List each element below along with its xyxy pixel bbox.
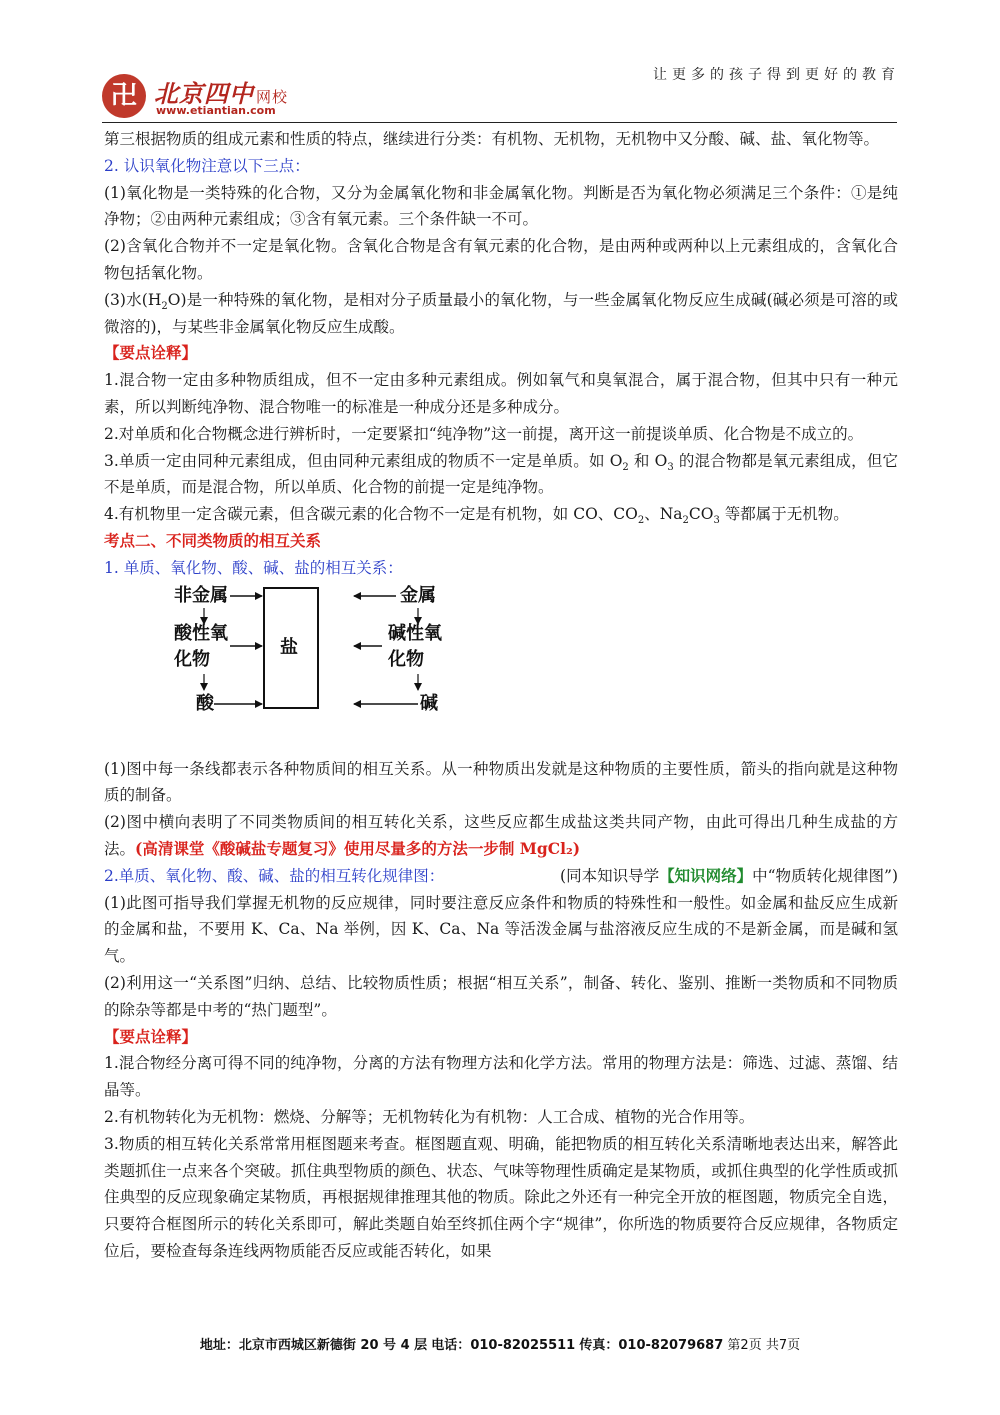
- footer-address-label: 地址：: [199, 1338, 239, 1353]
- logo-url: www.etiantian.com: [156, 104, 276, 117]
- keypoint2-1: 1.混合物经分离可得不同的纯净物，分离的方法有物理方法和化学方法。常用的物理方法是：筛选、过滤、蒸馏、结晶等。: [104, 1054, 898, 1100]
- subscript: 2: [682, 515, 689, 527]
- subscript: 2: [637, 515, 645, 527]
- diagram-lines: [104, 584, 504, 750]
- subscript: 2: [161, 300, 168, 312]
- keypoints-heading-1: 【要点诠释】: [104, 343, 198, 363]
- logo-emblem-icon: 卍: [102, 74, 146, 118]
- subscript: 3: [667, 461, 674, 473]
- header-divider: [102, 122, 897, 123]
- keypoints-heading-2: 【要点诠释】: [104, 1026, 198, 1046]
- text: (3)水(H: [104, 290, 162, 309]
- text: 和 O: [628, 451, 668, 470]
- oxide-point-1: (1)氧化物是一类特殊的化合物，又分为金属氧化物和非金属氧化物。判断是否为氧化物必须满足三个条件：①是纯净物；②由两种元素组成；③含有氧元素。三个条件缺一不可。: [104, 183, 898, 229]
- oxide-point-3: [104, 287, 898, 341]
- keypoint-4: [104, 501, 898, 528]
- law-note: [560, 863, 898, 890]
- label-acid: 酸: [196, 692, 214, 714]
- knowledge-network-tag: 【知识网络】: [659, 865, 753, 885]
- label-base: 碱: [420, 692, 438, 714]
- heading-relations: 1. 单质、氧化物、酸、碱、盐的相互关系：: [104, 558, 403, 577]
- logo-name-text: 北京四中: [154, 79, 254, 108]
- footer-address: 北京市西城区新德街 20 号 4 层: [238, 1338, 428, 1353]
- keypoint-2: 2.对单质和化合物概念进行辨析时，一定要紧扣“纯净物”这一前提，离开这一前提谈单质、化合物是不成立的。: [104, 424, 864, 443]
- text: (同本知识导学: [560, 866, 660, 885]
- logo[interactable]: [102, 72, 322, 122]
- oxide-point-2: (2)含氧化合物并不一定是氧化物。含氧化合物是含有氧元素的化合物，是由两种或两种以上元素组成的，含氧化合物包括氧化物。: [104, 237, 898, 282]
- header-slogan: 让更多的孩子得到更好的教育: [653, 67, 900, 83]
- text: 等都属于无机物。: [719, 505, 849, 524]
- keypoint2-3: 3.物质的相互转化关系常常用框图题来考查。框图题直观、明确，能把物质的相互转化关系清晰地表达出来，解答此类题抓住一点来各个突破。抓住典型物质的颜色、状态、气味等物理性质确定是某物质，或抓住典型的化学性质或抓住典型的反应现象确定某物质，再根据规律推理其他的物质。除此之外还有一种完全开放的框图题，物质完全自选，只要符合框图所示的转化关系即可，解此类题自始至终抓住两个字“规律”，你所选的物质要符合反应规律，各物质定位后，要检查每条连线两物质能否反应或能否转化，如果: [104, 1134, 898, 1260]
- text: 的混合物都是氧元素组成，但它不是单质，而是混合物，所以单质、化合物的前提一定是纯净物。: [104, 451, 898, 497]
- law-point-1: (1)此图可指导我们掌握无机物的反应规律，同时要注意反应条件和物质的特殊性和一般性。如金属和盐反应生成新的金属和盐，不要用 K、Ca、Na 举例，因 K、Ca、Na 等活泼金属与盐溶液反应生成的不是新金属，而是碱和氢气。: [104, 893, 898, 966]
- logo-suffix: 网校: [256, 88, 289, 106]
- label-base-oxide-line2: 化物: [388, 648, 424, 670]
- label-salt: 盐: [280, 636, 298, 658]
- text: 3.单质一定由同种元素组成，但由同种元素组成的物质不一定是单质。如 O: [104, 451, 623, 470]
- page-content: [104, 126, 898, 1265]
- relation-point-1: (1)图中每一条线都表示各种物质间的相互关系。从一种物质出发就是这种物质的主要性质，箭头的指向就是这种物质的制备。: [104, 759, 898, 805]
- section-heading-2: 考点二、不同类物质的相互关系: [104, 530, 322, 550]
- footer-fax: 010-82079687: [618, 1338, 724, 1353]
- keypoint2-2: 2.有机物转化为无机物：燃烧、分解等；无机物转化为有机物：人工合成、植物的光合作用等。: [104, 1107, 755, 1126]
- label-acid-oxide-line1: 酸性氧: [174, 622, 228, 644]
- keypoint-1: 1.混合物一定由多种物质组成，但不一定由多种元素组成。例如氧气和臭氧混合，属于混合物，但其中只有一种元素，所以判断纯净物、混合物唯一的标准是一种成分还是多种成分。: [104, 371, 898, 416]
- label-nonmetal: 非金属: [174, 584, 228, 606]
- label-base-oxide-line1: 碱性氧: [388, 622, 442, 644]
- text: 4.有机物里一定含碳元素，但含碳元素的化合物不一定是有机物，如 CO、CO: [104, 505, 638, 524]
- footer-phone: 010-82025511: [470, 1338, 576, 1353]
- text: CO: [688, 505, 714, 524]
- footer-page-number: 第2页 共7页: [727, 1338, 801, 1353]
- text: 、Na: [644, 505, 683, 524]
- relationship-diagram: [104, 584, 898, 750]
- label-metal: 金属: [400, 584, 436, 606]
- relation-point-2: [104, 809, 898, 863]
- text: O)是一种特殊的氧化物，是相对分子质量最小的氧化物，与一些金属氧化物反应生成碱(碱必须是可溶的或微溶的)，与某些非金属氧化物反应生成酸。: [104, 290, 898, 336]
- heading-oxides: 2. 认识氧化物注意以下三点：: [104, 156, 310, 175]
- subscript: 3: [713, 515, 720, 527]
- subscript: 2: [622, 461, 629, 473]
- heading-law-row: [104, 863, 898, 890]
- keypoint-3: [104, 448, 898, 502]
- heading-law: 2.单质、氧化物、酸、碱、盐的相互转化规律图：: [104, 866, 445, 885]
- page-footer: [0, 1334, 1000, 1353]
- course-reference: (高清课堂《酸碱盐专题复习》使用尽量多的方法一步制 MgCl₂): [135, 838, 581, 858]
- text: 中“物质转化规律图”): [752, 866, 898, 885]
- law-point-2: (2)利用这一“关系图”归纳、总结、比较物质性质；根据“相互关系”，制备、转化、鉴别、推断一类物质和不同物质的除杂等都是中考的“热门题型”。: [104, 973, 898, 1019]
- text: (2)图中横向表明了不同类物质间的相互转化关系，这些反应都生成盐这类共同产物，由此可得出几种生成盐的方法。: [104, 813, 898, 858]
- footer-fax-label: 传真：: [579, 1338, 619, 1353]
- footer-phone-label: 电话：: [431, 1338, 471, 1353]
- label-acid-oxide-line2: 化物: [174, 648, 210, 670]
- paragraph-classification: 第三根据物质的组成元素和性质的特点，继续进行分类：有机物、无机物，无机物中又分酸、碱、盐、氧化物等。: [104, 130, 880, 148]
